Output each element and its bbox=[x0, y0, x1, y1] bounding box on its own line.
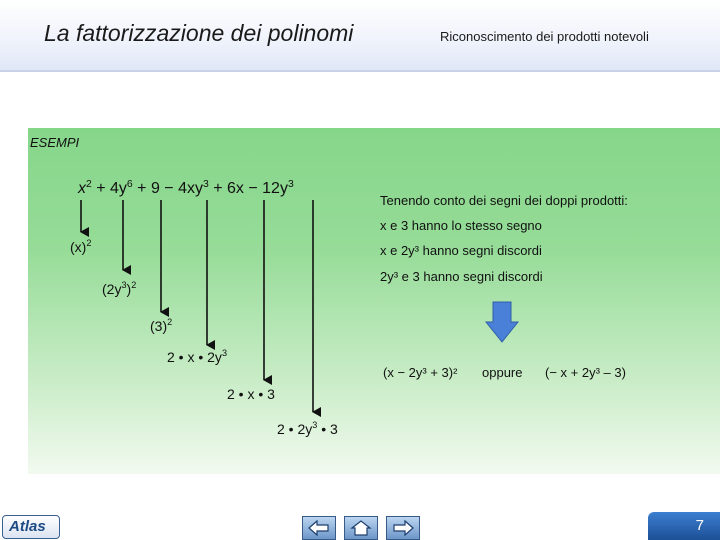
result-arrow-icon bbox=[486, 302, 518, 342]
term-3-squared: $(3)^2$ bbox=[150, 317, 173, 334]
sign-note-2: x e 2y³ hanno segni discordi bbox=[380, 243, 542, 258]
expr-variable: x bbox=[78, 180, 86, 197]
page-badge bbox=[648, 512, 720, 540]
slide-title: La fattorizzazione dei polinomi bbox=[44, 20, 354, 46]
sign-intro: Tenendo conto dei segni dei doppi prodotti: bbox=[380, 193, 628, 208]
prev-button[interactable] bbox=[302, 516, 336, 540]
home-button[interactable] bbox=[344, 516, 378, 540]
logo-text: Atlas bbox=[9, 518, 46, 535]
term-2-2y3-3: 2 • $2y^3$ • 3 bbox=[277, 420, 338, 437]
expr-part: + 4y bbox=[96, 180, 127, 197]
term-2y3-squared: $(2y^3)^2$ bbox=[102, 280, 137, 297]
term-2-x-3: 2 • x • 3 bbox=[227, 386, 275, 402]
result-option-1: (x − 2y³ + 3)² bbox=[383, 365, 458, 380]
slide-subtitle: Riconoscimento dei prodotti notevoli bbox=[440, 29, 649, 44]
sign-note-1: x e 3 hanno lo stesso segno bbox=[380, 218, 542, 233]
polynomial-expression: $x^2 + 4y^6 + 9 - 4xy^3 + 6x - 12y^3$ bbox=[78, 179, 294, 197]
home-icon bbox=[349, 519, 373, 537]
term-x-squared: $(x)^2$ bbox=[70, 238, 92, 255]
atlas-logo[interactable] bbox=[2, 515, 60, 539]
result-separator: oppure bbox=[482, 365, 523, 380]
next-button[interactable] bbox=[386, 516, 420, 540]
sign-note-3: 2y³ e 3 hanno segni discordi bbox=[380, 269, 543, 284]
expr-part: + 6x − 12y bbox=[213, 180, 288, 197]
expr-part: + 9 − 4xy bbox=[137, 180, 203, 197]
term-2-x-2y3: 2 • x • $2y^3$ bbox=[167, 348, 227, 365]
result-option-2: (− x + 2y³ – 3) bbox=[545, 365, 626, 380]
arrow-right-icon bbox=[391, 519, 415, 537]
page-number: 7 bbox=[695, 517, 704, 534]
section-label: ESEMPI bbox=[30, 135, 80, 150]
arrow-left-icon bbox=[307, 519, 331, 537]
